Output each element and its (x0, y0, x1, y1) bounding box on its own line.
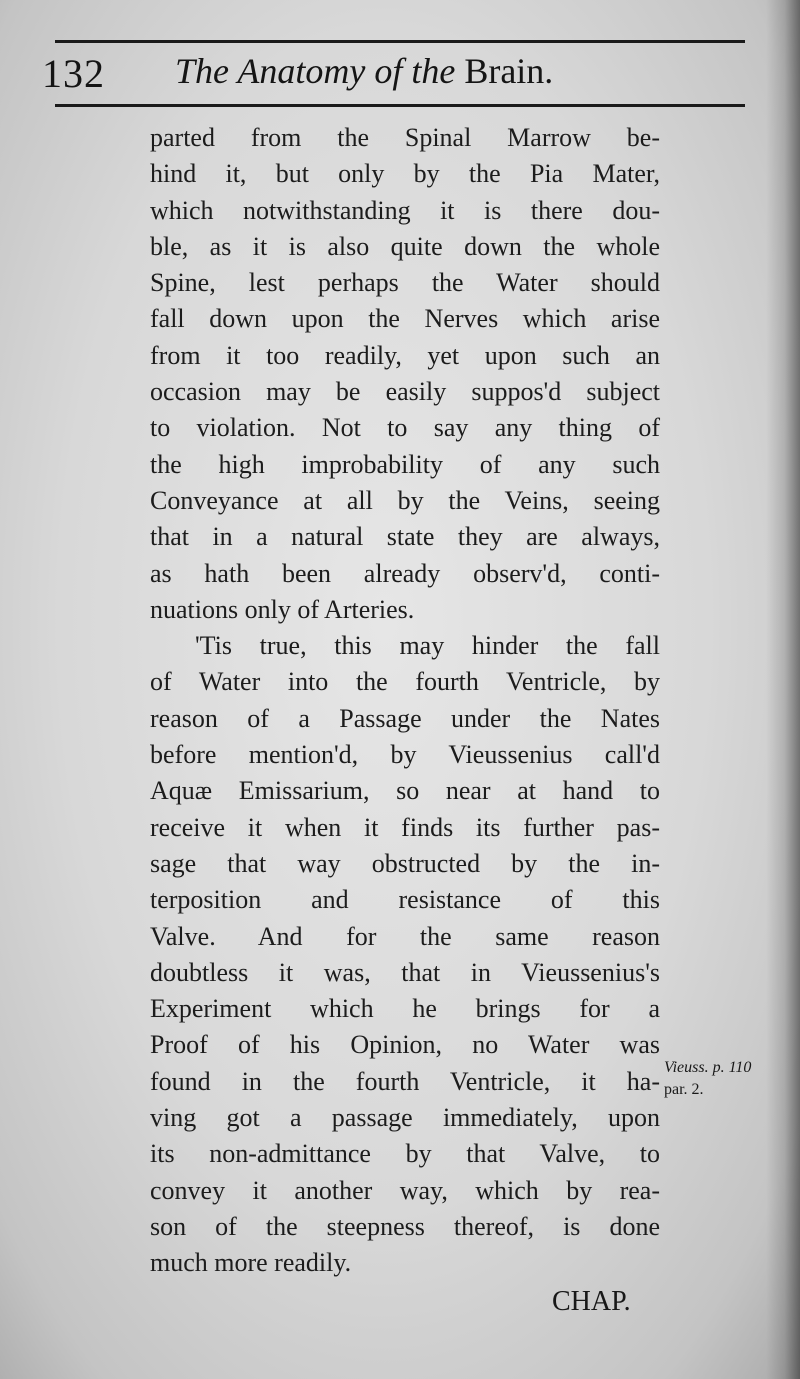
text-line: fall down upon the Nerves which arise (150, 304, 660, 334)
text-line: doubtless it was, that in Vieussenius's (150, 957, 660, 987)
text-line: the high improbability of any such (150, 449, 660, 479)
text-line: son of the steepness thereof, is done (150, 1211, 660, 1241)
body-text (150, 120, 660, 1282)
text-line: before mention'd, by Vieussenius call'd (150, 740, 660, 770)
header-rule-top (55, 40, 745, 43)
text-line: which notwithstanding it is there dou- (150, 195, 660, 225)
running-title-roman: Brain. (464, 51, 554, 91)
running-title-italic: The Anatomy of the (175, 51, 456, 91)
text-line: much more readily. (150, 1248, 352, 1278)
running-header (42, 46, 742, 102)
text-line: receive it when it finds its further pas- (150, 812, 660, 842)
text-line: Spine, lest perhaps the Water should (150, 268, 660, 298)
header-rule-bottom (55, 104, 745, 107)
text-line: terposition and resistance of this (150, 885, 660, 915)
text-line: Valve. And for the same reason (150, 921, 660, 951)
catchword: CHAP. (552, 1286, 631, 1317)
text-line: of Water into the fourth Ventricle, by (150, 667, 660, 697)
text-line: that in a natural state they are always, (150, 522, 660, 552)
text-line: Experiment which he brings for a (150, 994, 660, 1024)
margin-note-line: par. 2. (664, 1081, 704, 1098)
text-line: sage that way obstructed by the in- (150, 848, 660, 878)
running-title (175, 50, 553, 92)
text-line: reason of a Passage under the Nates (150, 703, 660, 733)
text-line: ving got a passage immediately, upon (150, 1103, 660, 1133)
gutter-shadow (766, 0, 800, 1379)
text-line: occasion may be easily suppos'd subject (150, 377, 660, 407)
margin-note-line: Vieuss. p. 110 (664, 1059, 752, 1076)
text-line: parted from the Spinal Marrow be- (150, 123, 660, 152)
text-line: found in the fourth Ventricle, it ha- (150, 1066, 660, 1096)
text-line: ble, as it is also quite down the whole (150, 231, 660, 261)
text-line: as hath been already observ'd, conti- (150, 558, 660, 588)
text-line: to violation. Not to say any thing of (150, 413, 660, 443)
text-line: Proof of his Opinion, no Water was (150, 1030, 660, 1060)
text-line: Aquæ Emissarium, so near at hand to (150, 776, 660, 806)
text-line: its non-admittance by that Valve, to (150, 1139, 660, 1169)
text-line: convey it another way, which by rea- (150, 1175, 660, 1205)
text-line: from it too readily, yet upon such an (150, 340, 660, 370)
text-line: hind it, but only by the Pia Mater, (150, 159, 660, 189)
text-line: nuations only of Arteries. (150, 594, 415, 624)
text-line: 'Tis true, this may hinder the fall (195, 631, 660, 661)
page-number: 132 (42, 51, 105, 96)
text-line: Conveyance at all by the Veins, seeing (150, 485, 660, 515)
margin-note (664, 1057, 774, 1101)
